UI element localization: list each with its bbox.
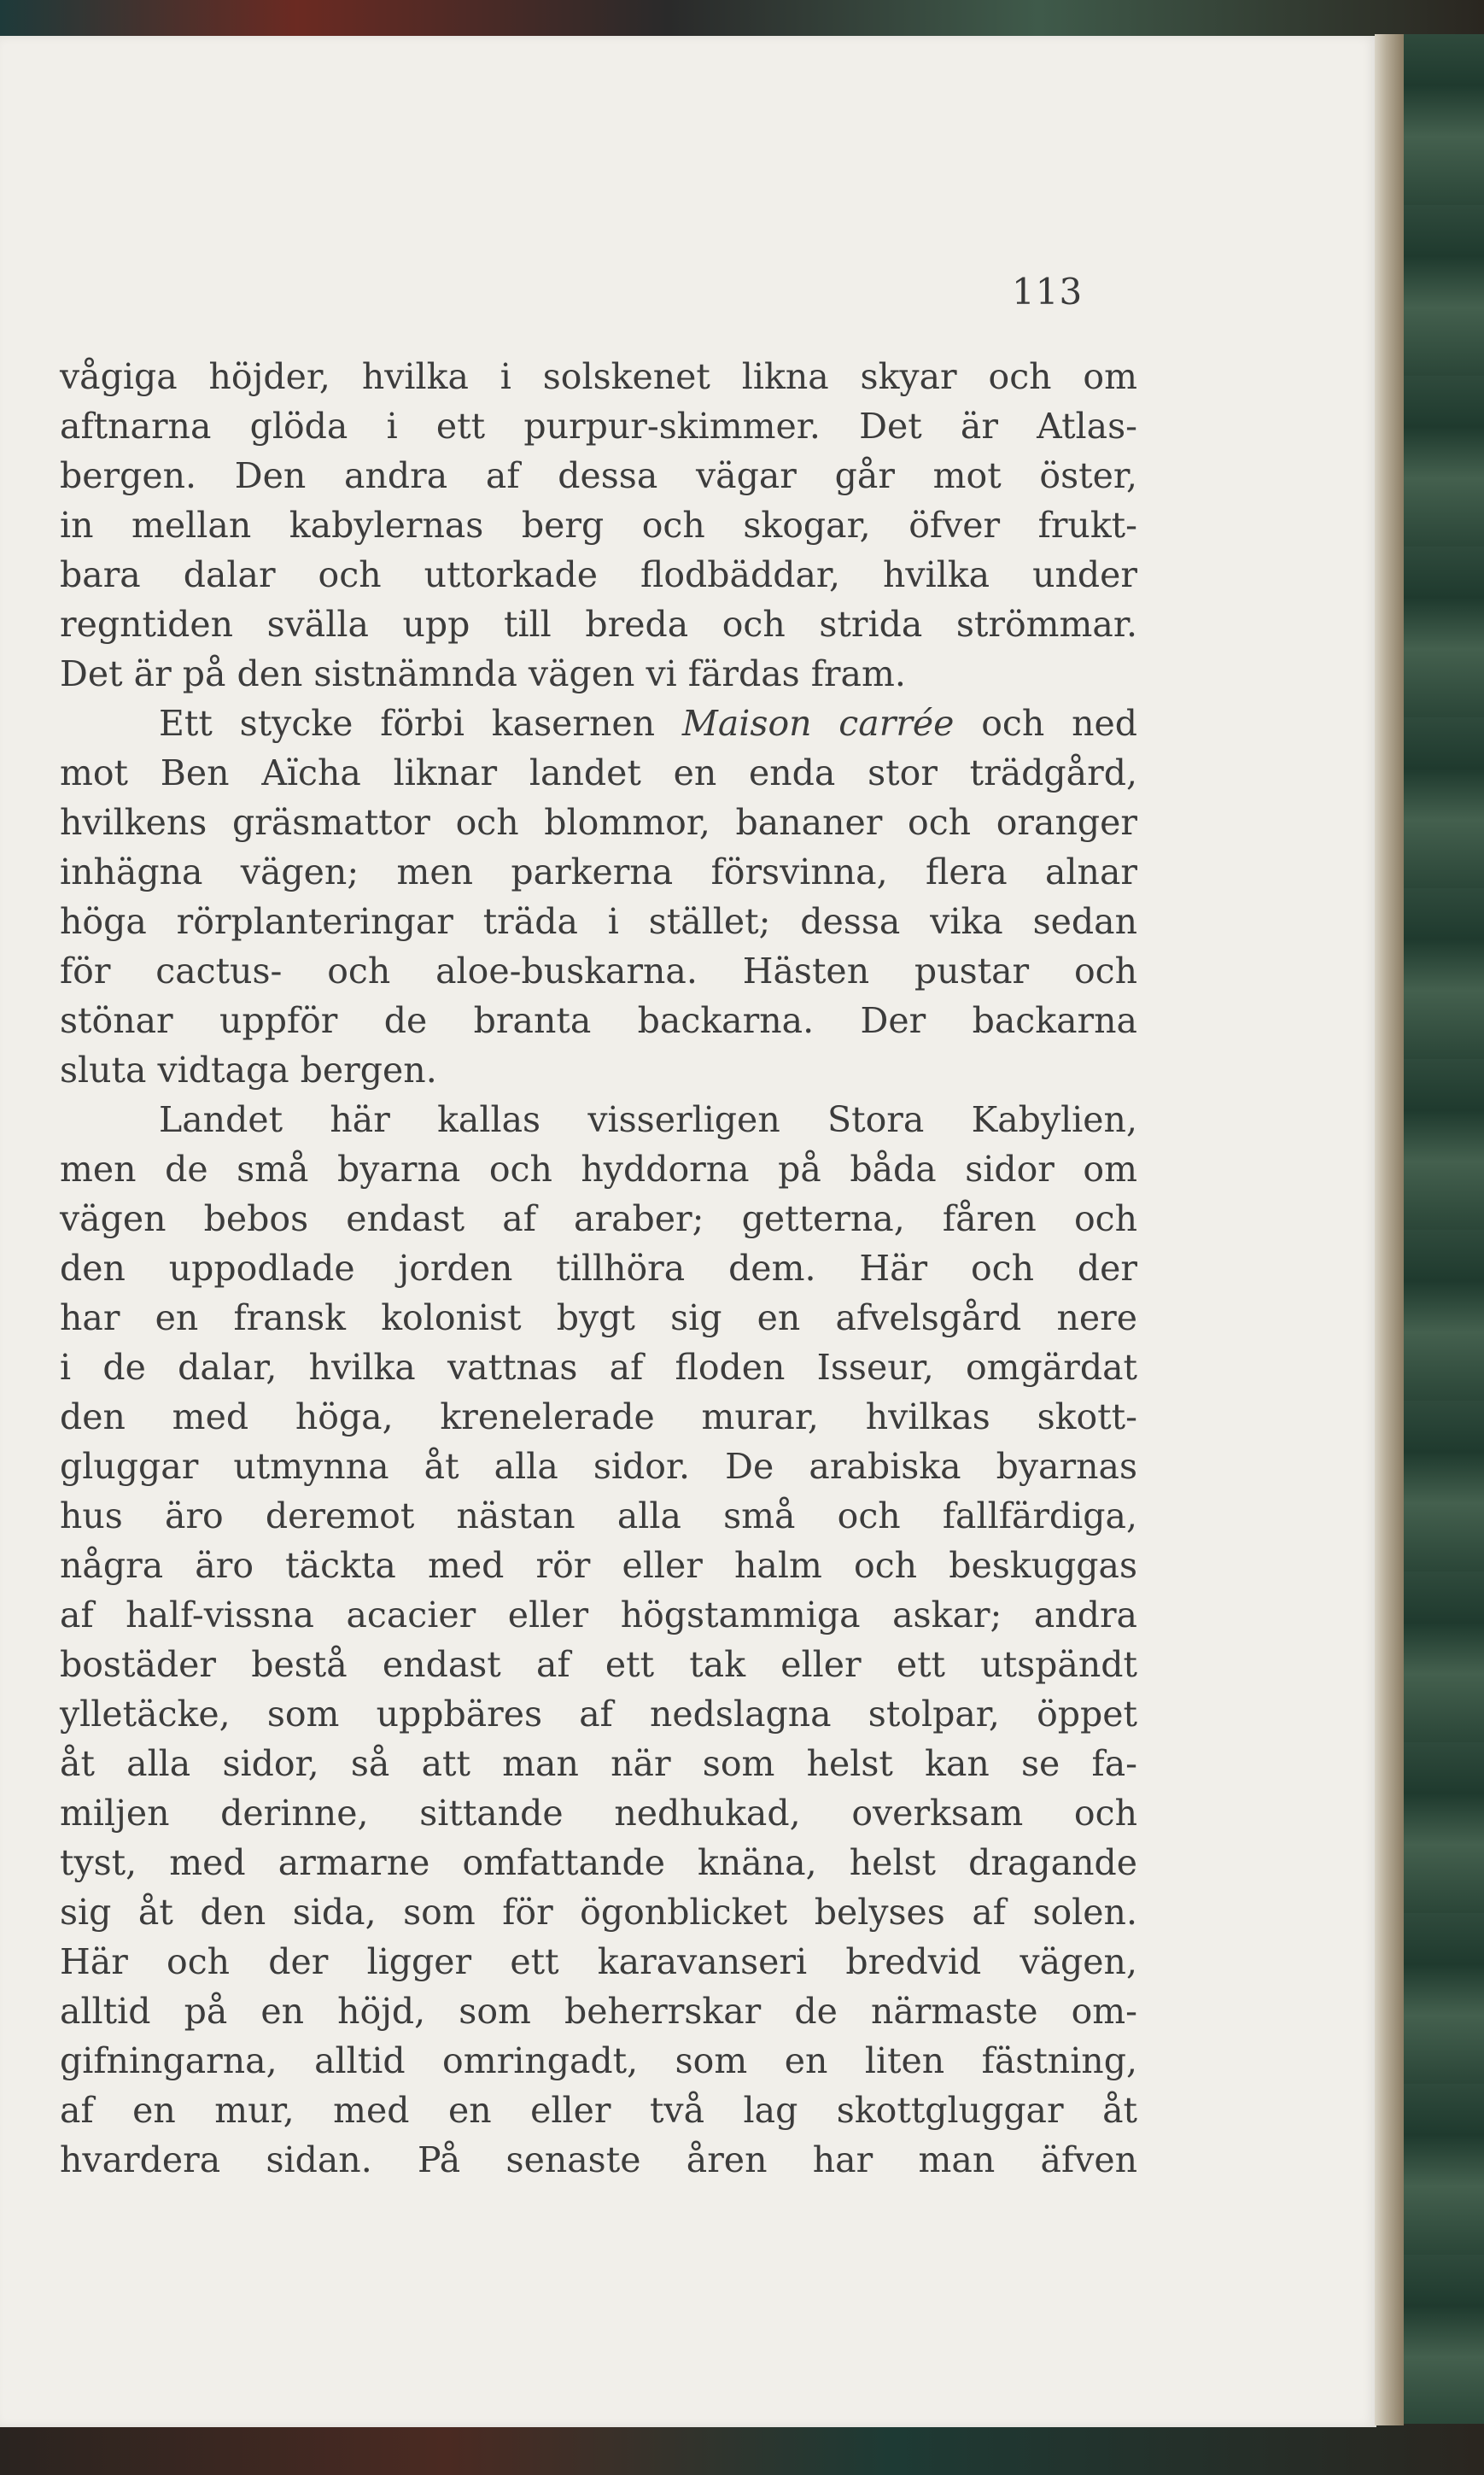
text-line: åt alla sidor, så att man när som helst kan se fa- — [60, 1743, 1137, 1784]
book-cover-top-edge — [0, 0, 1484, 39]
text-run: och ned — [954, 703, 1137, 744]
text-line: bara dalar och uttorkade flodbäddar, hvilka under — [60, 554, 1137, 595]
text-line: in mellan kabylernas berg och skogar, öfver frukt- — [60, 505, 1137, 546]
text-line: regntiden svälla upp till breda och strida strömmar. — [60, 604, 1137, 645]
text-line: gluggar utmynna åt alla sidor. De arabiska byarnas — [60, 1446, 1137, 1487]
text-line: aftnarna glöda i ett purpur-skimmer. Det är Atlas- — [60, 406, 1137, 447]
text-line: tyst, med armarne omfattande knäna, helst dragande — [60, 1842, 1137, 1883]
text-line: bergen. Den andra af dessa vägar går mot öster, — [60, 455, 1137, 496]
text-line: inhägna vägen; men parkerna försvinna, flera alnar — [60, 851, 1137, 892]
book-cover-bottom-edge — [0, 2424, 1484, 2475]
book-page — [0, 36, 1376, 2427]
text-line: ylletäcke, som uppbäres af nedslagna stolpar, öppet — [60, 1694, 1137, 1735]
text-line: höga rörplanteringar träda i stället; dessa vika sedan — [60, 901, 1137, 942]
text-line: hvilkens gräsmattor och blommor, bananer och oranger — [60, 802, 1137, 843]
text-line: miljen derinne, sittande nedhukad, overksam och — [60, 1793, 1137, 1834]
text-line: några äro täckta med rör eller halm och beskuggas — [60, 1545, 1137, 1586]
text-line: hus äro deremot nästan alla små och fallfärdiga, — [60, 1495, 1137, 1536]
text-line: gifningarna, alltid omringadt, som en liten fästning, — [60, 2040, 1137, 2081]
text-line: bostäder bestå endast af ett tak eller ett utspändt — [60, 1644, 1137, 1685]
text-line: den med höga, krenelerade murar, hvilkas skott- — [60, 1396, 1137, 1437]
text-line: vågiga höjder, hvilka i solskenet likna skyar och om — [60, 356, 1137, 397]
page-edge — [1375, 34, 1404, 2425]
text-line: sig åt den sida, som för ögonblicket belyses af solen. — [60, 1892, 1137, 1933]
text-line: Det är på den sistnämnda vägen vi färdas fram. — [60, 653, 906, 694]
text-line: hvardera sidan. På senaste åren har man äfven — [60, 2139, 1137, 2180]
italic-place-name: Maison carrée — [681, 703, 955, 744]
text-line: alltid på en höjd, som beherrskar de närmaste om- — [60, 1991, 1137, 2032]
text-line: men de små byarna och hyddorna på båda sidor om — [60, 1149, 1137, 1190]
text-line: stönar uppför de branta backarna. Der backarna — [60, 1000, 1137, 1041]
text-line: Landet här kallas visserligen Stora Kabylien, — [159, 1099, 1137, 1140]
page-number: 113 — [1012, 271, 1084, 313]
text-line: den uppodlade jorden tillhöra dem. Här och der — [60, 1248, 1137, 1289]
text-line: af en mur, med en eller två lag skottgluggar åt — [60, 2090, 1137, 2131]
text-line: Här och der ligger ett karavanseri bredvid vägen, — [60, 1941, 1137, 1982]
text-line-with-italic — [60, 699, 1137, 748]
body-text — [60, 352, 1137, 2185]
text-line: för cactus- och aloe-buskarna. Hästen pustar och — [60, 951, 1137, 992]
text-line: mot Ben Aïcha liknar landet en enda stor trädgård, — [60, 752, 1137, 793]
text-run: Ett stycke förbi kasernen — [159, 703, 682, 744]
text-line: af half-vissna acacier eller högstammiga askar; andra — [60, 1594, 1137, 1635]
text-line: har en fransk kolonist bygt sig en afvelsgård nere — [60, 1297, 1137, 1338]
text-line: vägen bebos endast af araber; getterna, fåren och — [60, 1198, 1137, 1239]
text-line: i de dalar, hvilka vattnas af floden Isseur, omgärdat — [60, 1347, 1137, 1388]
text-line: sluta vidtaga bergen. — [60, 1050, 437, 1091]
